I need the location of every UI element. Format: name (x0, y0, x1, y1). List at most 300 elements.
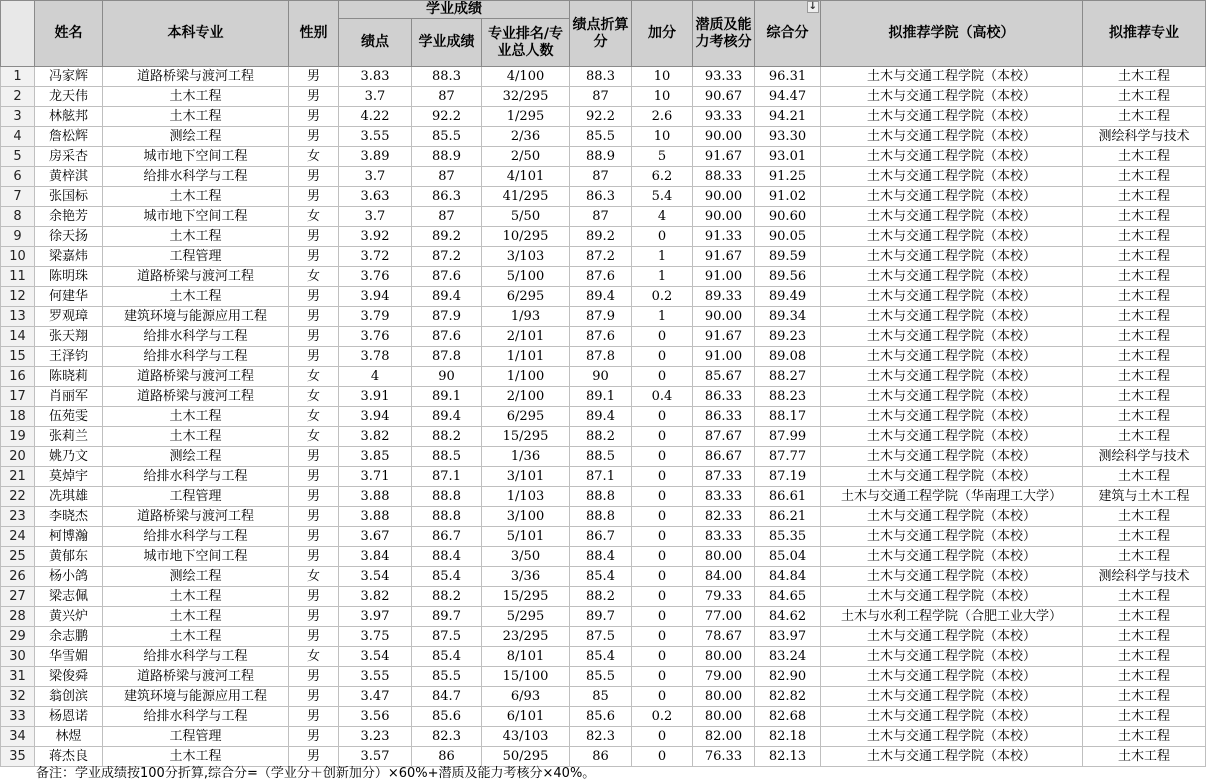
cell-gpa[interactable]: 3.76 (339, 327, 412, 347)
cell-rank[interactable]: 3/36 (482, 567, 570, 587)
cell-gpa[interactable]: 3.85 (339, 447, 412, 467)
cell-ability[interactable]: 83.33 (693, 487, 755, 507)
cell-total[interactable]: 87.19 (755, 467, 821, 487)
row-number[interactable]: 26 (1, 567, 35, 587)
cell-name[interactable]: 蒋杰良 (35, 747, 103, 767)
cell-gpa-score[interactable]: 87.9 (570, 307, 632, 327)
cell-gpa-score[interactable]: 85.6 (570, 707, 632, 727)
cell-score[interactable]: 87.6 (412, 327, 482, 347)
cell-school[interactable]: 土木与交通工程学院（本校） (821, 527, 1083, 547)
cell-gender[interactable]: 男 (289, 327, 339, 347)
cell-rec-major[interactable]: 土木工程 (1083, 387, 1206, 407)
cell-score[interactable]: 88.5 (412, 447, 482, 467)
cell-major[interactable]: 工程管理 (103, 247, 289, 267)
cell-name[interactable]: 房采杏 (35, 147, 103, 167)
cell-school[interactable]: 土木与交通工程学院（华南理工大学） (821, 487, 1083, 507)
cell-rec-major[interactable]: 测绘科学与技术 (1083, 127, 1206, 147)
row-number[interactable]: 4 (1, 127, 35, 147)
cell-gpa[interactable]: 3.54 (339, 567, 412, 587)
cell-rec-major[interactable]: 土木工程 (1083, 287, 1206, 307)
cell-rank[interactable]: 1/103 (482, 487, 570, 507)
cell-major[interactable]: 建筑环境与能源应用工程 (103, 687, 289, 707)
cell-school[interactable]: 土木与交通工程学院（本校） (821, 347, 1083, 367)
cell-ability[interactable]: 90.00 (693, 207, 755, 227)
cell-gender[interactable]: 女 (289, 387, 339, 407)
cell-rank[interactable]: 1/36 (482, 447, 570, 467)
cell-gender[interactable]: 女 (289, 367, 339, 387)
cell-gpa[interactable]: 3.55 (339, 667, 412, 687)
cell-gender[interactable]: 女 (289, 147, 339, 167)
cell-total[interactable]: 91.02 (755, 187, 821, 207)
cell-gender[interactable]: 男 (289, 487, 339, 507)
row-number[interactable]: 1 (1, 67, 35, 87)
cell-rec-major[interactable]: 土木工程 (1083, 607, 1206, 627)
cell-score[interactable]: 88.9 (412, 147, 482, 167)
cell-score[interactable]: 88.2 (412, 427, 482, 447)
cell-bonus[interactable]: 0 (632, 347, 693, 367)
cell-bonus[interactable]: 0.2 (632, 707, 693, 727)
cell-bonus[interactable]: 0 (632, 627, 693, 647)
cell-bonus[interactable]: 0 (632, 467, 693, 487)
cell-major[interactable]: 给排水科学与工程 (103, 467, 289, 487)
row-number[interactable]: 21 (1, 467, 35, 487)
cell-rec-major[interactable]: 土木工程 (1083, 147, 1206, 167)
cell-gpa-score[interactable]: 87.5 (570, 627, 632, 647)
cell-major[interactable]: 给排水科学与工程 (103, 347, 289, 367)
cell-rank[interactable]: 4/101 (482, 167, 570, 187)
cell-ability[interactable]: 91.67 (693, 147, 755, 167)
header-academic-group[interactable]: 学业成绩 (339, 1, 570, 19)
row-number[interactable]: 16 (1, 367, 35, 387)
cell-gender[interactable]: 女 (289, 647, 339, 667)
cell-gender[interactable]: 男 (289, 747, 339, 767)
cell-gpa[interactable]: 3.88 (339, 507, 412, 527)
cell-score[interactable]: 86 (412, 747, 482, 767)
header-gpa-score[interactable]: 绩点折算分 (570, 1, 632, 67)
cell-ability[interactable]: 86.67 (693, 447, 755, 467)
cell-rec-major[interactable]: 土木工程 (1083, 507, 1206, 527)
cell-total[interactable]: 84.62 (755, 607, 821, 627)
cell-name[interactable]: 黄兴炉 (35, 607, 103, 627)
cell-name[interactable]: 翁创滨 (35, 687, 103, 707)
cell-score[interactable]: 88.3 (412, 67, 482, 87)
cell-rank[interactable]: 2/100 (482, 387, 570, 407)
cell-score[interactable]: 85.4 (412, 567, 482, 587)
row-number[interactable]: 13 (1, 307, 35, 327)
cell-major[interactable]: 城市地下空间工程 (103, 207, 289, 227)
cell-rec-major[interactable]: 测绘科学与技术 (1083, 447, 1206, 467)
cell-gpa[interactable]: 3.63 (339, 187, 412, 207)
cell-ability[interactable]: 89.33 (693, 287, 755, 307)
cell-major[interactable]: 道路桥梁与渡河工程 (103, 67, 289, 87)
cell-gender[interactable]: 男 (289, 227, 339, 247)
cell-rank[interactable]: 3/100 (482, 507, 570, 527)
cell-name[interactable]: 华雪媚 (35, 647, 103, 667)
cell-bonus[interactable]: 0 (632, 427, 693, 447)
cell-gpa[interactable]: 3.78 (339, 347, 412, 367)
cell-name[interactable]: 王泽钧 (35, 347, 103, 367)
cell-bonus[interactable]: 0 (632, 747, 693, 767)
cell-gender[interactable]: 男 (289, 67, 339, 87)
cell-score[interactable]: 87 (412, 87, 482, 107)
cell-rec-major[interactable]: 土木工程 (1083, 527, 1206, 547)
cell-gpa[interactable]: 3.88 (339, 487, 412, 507)
cell-school[interactable]: 土木与交通工程学院（本校） (821, 667, 1083, 687)
cell-rec-major[interactable]: 测绘科学与技术 (1083, 567, 1206, 587)
cell-gender[interactable]: 男 (289, 307, 339, 327)
row-number[interactable]: 35 (1, 747, 35, 767)
cell-ability[interactable]: 80.00 (693, 647, 755, 667)
cell-score[interactable]: 87.9 (412, 307, 482, 327)
cell-rec-major[interactable]: 土木工程 (1083, 167, 1206, 187)
cell-school[interactable]: 土木与交通工程学院（本校） (821, 307, 1083, 327)
cell-school[interactable]: 土木与交通工程学院（本校） (821, 447, 1083, 467)
cell-bonus[interactable]: 0 (632, 487, 693, 507)
cell-gpa[interactable]: 3.55 (339, 127, 412, 147)
cell-rank[interactable]: 2/101 (482, 327, 570, 347)
cell-major[interactable]: 给排水科学与工程 (103, 707, 289, 727)
cell-school[interactable]: 土木与交通工程学院（本校） (821, 287, 1083, 307)
cell-gender[interactable]: 男 (289, 467, 339, 487)
cell-ability[interactable]: 79.33 (693, 587, 755, 607)
cell-total[interactable]: 87.77 (755, 447, 821, 467)
cell-bonus[interactable]: 5 (632, 147, 693, 167)
header-rec-major[interactable]: 拟推荐专业 (1083, 1, 1206, 67)
header-ability[interactable]: 潜质及能力考核分 (693, 1, 755, 67)
header-name[interactable]: 姓名 (35, 1, 103, 67)
cell-score[interactable]: 88.8 (412, 487, 482, 507)
cell-total[interactable]: 89.56 (755, 267, 821, 287)
cell-gpa-score[interactable]: 89.2 (570, 227, 632, 247)
cell-major[interactable]: 土木工程 (103, 587, 289, 607)
cell-gender[interactable]: 男 (289, 167, 339, 187)
cell-gpa-score[interactable]: 89.1 (570, 387, 632, 407)
cell-total[interactable]: 90.60 (755, 207, 821, 227)
cell-gpa-score[interactable]: 86.3 (570, 187, 632, 207)
cell-name[interactable]: 梁嘉炜 (35, 247, 103, 267)
cell-bonus[interactable]: 0 (632, 527, 693, 547)
cell-rank[interactable]: 43/103 (482, 727, 570, 747)
cell-score[interactable]: 88.2 (412, 587, 482, 607)
cell-gpa-score[interactable]: 82.3 (570, 727, 632, 747)
cell-gpa[interactable]: 3.54 (339, 647, 412, 667)
cell-bonus[interactable]: 0.4 (632, 387, 693, 407)
cell-ability[interactable]: 82.33 (693, 507, 755, 527)
cell-gpa[interactable]: 3.94 (339, 407, 412, 427)
cell-name[interactable]: 詹松辉 (35, 127, 103, 147)
cell-name[interactable]: 莫焯宇 (35, 467, 103, 487)
cell-gpa[interactable]: 3.57 (339, 747, 412, 767)
cell-gender[interactable]: 男 (289, 527, 339, 547)
cell-gpa-score[interactable]: 85.4 (570, 567, 632, 587)
cell-gpa-score[interactable]: 89.7 (570, 607, 632, 627)
cell-gpa-score[interactable]: 87.8 (570, 347, 632, 367)
cell-rec-major[interactable]: 土木工程 (1083, 347, 1206, 367)
cell-ability[interactable]: 78.67 (693, 627, 755, 647)
corner-cell[interactable] (1, 1, 35, 67)
cell-bonus[interactable]: 0 (632, 567, 693, 587)
cell-gpa-score[interactable]: 87 (570, 167, 632, 187)
row-number[interactable]: 29 (1, 627, 35, 647)
cell-rank[interactable]: 6/101 (482, 707, 570, 727)
cell-total[interactable]: 93.30 (755, 127, 821, 147)
row-number[interactable]: 25 (1, 547, 35, 567)
cell-gpa-score[interactable]: 92.2 (570, 107, 632, 127)
cell-bonus[interactable]: 0 (632, 587, 693, 607)
cell-major[interactable]: 工程管理 (103, 487, 289, 507)
cell-ability[interactable]: 80.00 (693, 707, 755, 727)
cell-score[interactable]: 89.4 (412, 287, 482, 307)
cell-school[interactable]: 土木与交通工程学院（本校） (821, 87, 1083, 107)
cell-score[interactable]: 87.1 (412, 467, 482, 487)
cell-score[interactable]: 89.7 (412, 607, 482, 627)
cell-major[interactable]: 道路桥梁与渡河工程 (103, 387, 289, 407)
cell-rank[interactable]: 1/93 (482, 307, 570, 327)
cell-gpa[interactable]: 3.7 (339, 207, 412, 227)
cell-ability[interactable]: 79.00 (693, 667, 755, 687)
cell-school[interactable]: 土木与交通工程学院（本校） (821, 407, 1083, 427)
cell-bonus[interactable]: 0 (632, 367, 693, 387)
cell-gender[interactable]: 男 (289, 287, 339, 307)
cell-total[interactable]: 89.34 (755, 307, 821, 327)
cell-rank[interactable]: 5/50 (482, 207, 570, 227)
header-score[interactable]: 学业成绩 (412, 19, 482, 67)
row-number[interactable]: 31 (1, 667, 35, 687)
cell-total[interactable]: 89.59 (755, 247, 821, 267)
cell-name[interactable]: 张国标 (35, 187, 103, 207)
cell-total[interactable]: 94.47 (755, 87, 821, 107)
cell-total[interactable]: 87.99 (755, 427, 821, 447)
cell-rank[interactable]: 6/93 (482, 687, 570, 707)
cell-bonus[interactable]: 0 (632, 687, 693, 707)
cell-score[interactable]: 92.2 (412, 107, 482, 127)
cell-score[interactable]: 85.6 (412, 707, 482, 727)
cell-score[interactable]: 90 (412, 367, 482, 387)
row-number[interactable]: 8 (1, 207, 35, 227)
cell-major[interactable]: 城市地下空间工程 (103, 547, 289, 567)
cell-major[interactable]: 道路桥梁与渡河工程 (103, 267, 289, 287)
cell-name[interactable]: 张莉兰 (35, 427, 103, 447)
cell-name[interactable]: 柯博瀚 (35, 527, 103, 547)
cell-name[interactable]: 陈明珠 (35, 267, 103, 287)
cell-rec-major[interactable]: 土木工程 (1083, 187, 1206, 207)
cell-name[interactable]: 姚乃文 (35, 447, 103, 467)
cell-gpa-score[interactable]: 87 (570, 87, 632, 107)
cell-total[interactable]: 86.21 (755, 507, 821, 527)
cell-rank[interactable]: 23/295 (482, 627, 570, 647)
cell-gpa[interactable]: 3.83 (339, 67, 412, 87)
cell-gender[interactable]: 男 (289, 247, 339, 267)
cell-major[interactable]: 土木工程 (103, 747, 289, 767)
cell-gpa-score[interactable]: 88.8 (570, 487, 632, 507)
cell-school[interactable]: 土木与交通工程学院（本校） (821, 127, 1083, 147)
cell-gpa-score[interactable]: 88.2 (570, 587, 632, 607)
cell-gpa[interactable]: 3.72 (339, 247, 412, 267)
cell-bonus[interactable]: 0 (632, 507, 693, 527)
cell-ability[interactable]: 76.33 (693, 747, 755, 767)
cell-rec-major[interactable]: 土木工程 (1083, 747, 1206, 767)
cell-score[interactable]: 85.5 (412, 667, 482, 687)
row-number[interactable]: 27 (1, 587, 35, 607)
row-number[interactable]: 22 (1, 487, 35, 507)
cell-gpa[interactable]: 3.82 (339, 427, 412, 447)
cell-ability[interactable]: 90.00 (693, 127, 755, 147)
sort-filter-icon[interactable]: ↓ (808, 1, 817, 12)
cell-rank[interactable]: 5/295 (482, 607, 570, 627)
cell-score[interactable]: 88.8 (412, 507, 482, 527)
row-number[interactable]: 3 (1, 107, 35, 127)
cell-gender[interactable]: 女 (289, 567, 339, 587)
cell-major[interactable]: 给排水科学与工程 (103, 527, 289, 547)
cell-gpa-score[interactable]: 88.2 (570, 427, 632, 447)
cell-rank[interactable]: 5/101 (482, 527, 570, 547)
cell-school[interactable]: 土木与交通工程学院（本校） (821, 567, 1083, 587)
cell-school[interactable]: 土木与交通工程学院（本校） (821, 387, 1083, 407)
cell-name[interactable]: 黄郁东 (35, 547, 103, 567)
row-number[interactable]: 20 (1, 447, 35, 467)
cell-gpa[interactable]: 3.23 (339, 727, 412, 747)
cell-gpa-score[interactable]: 86.7 (570, 527, 632, 547)
cell-gender[interactable]: 男 (289, 107, 339, 127)
cell-rec-major[interactable]: 土木工程 (1083, 667, 1206, 687)
cell-rec-major[interactable]: 土木工程 (1083, 467, 1206, 487)
cell-major[interactable]: 土木工程 (103, 607, 289, 627)
cell-bonus[interactable]: 0 (632, 447, 693, 467)
cell-score[interactable]: 85.4 (412, 647, 482, 667)
cell-major[interactable]: 给排水科学与工程 (103, 327, 289, 347)
cell-gpa[interactable]: 3.84 (339, 547, 412, 567)
cell-name[interactable]: 梁俊舜 (35, 667, 103, 687)
cell-name[interactable]: 冯家辉 (35, 67, 103, 87)
row-number[interactable]: 5 (1, 147, 35, 167)
cell-major[interactable]: 测绘工程 (103, 127, 289, 147)
cell-rank[interactable]: 2/50 (482, 147, 570, 167)
cell-total[interactable]: 84.84 (755, 567, 821, 587)
cell-gender[interactable]: 男 (289, 667, 339, 687)
row-number[interactable]: 23 (1, 507, 35, 527)
cell-bonus[interactable]: 4 (632, 207, 693, 227)
cell-major[interactable]: 工程管理 (103, 727, 289, 747)
cell-gpa[interactable]: 3.76 (339, 267, 412, 287)
cell-gender[interactable]: 男 (289, 347, 339, 367)
cell-score[interactable]: 87.8 (412, 347, 482, 367)
cell-ability[interactable]: 84.00 (693, 567, 755, 587)
cell-bonus[interactable]: 0 (632, 727, 693, 747)
cell-name[interactable]: 徐天扬 (35, 227, 103, 247)
cell-name[interactable]: 张天翔 (35, 327, 103, 347)
cell-gpa[interactable]: 3.7 (339, 87, 412, 107)
cell-gender[interactable]: 女 (289, 207, 339, 227)
cell-ability[interactable]: 90.00 (693, 187, 755, 207)
cell-major[interactable]: 土木工程 (103, 87, 289, 107)
cell-ability[interactable]: 86.33 (693, 387, 755, 407)
cell-gpa[interactable]: 4.22 (339, 107, 412, 127)
cell-gpa-score[interactable]: 87.6 (570, 327, 632, 347)
cell-total[interactable]: 82.68 (755, 707, 821, 727)
cell-score[interactable]: 89.1 (412, 387, 482, 407)
cell-gpa[interactable]: 3.89 (339, 147, 412, 167)
row-number[interactable]: 28 (1, 607, 35, 627)
cell-rank[interactable]: 10/295 (482, 227, 570, 247)
cell-rank[interactable]: 15/295 (482, 427, 570, 447)
cell-bonus[interactable]: 6.2 (632, 167, 693, 187)
cell-school[interactable]: 土木与交通工程学院（本校） (821, 167, 1083, 187)
cell-score[interactable]: 86.3 (412, 187, 482, 207)
cell-rank[interactable]: 32/295 (482, 87, 570, 107)
cell-gpa-score[interactable]: 87.1 (570, 467, 632, 487)
cell-score[interactable]: 87.6 (412, 267, 482, 287)
cell-ability[interactable]: 93.33 (693, 67, 755, 87)
cell-major[interactable]: 土木工程 (103, 187, 289, 207)
cell-rec-major[interactable]: 土木工程 (1083, 267, 1206, 287)
cell-gender[interactable]: 女 (289, 427, 339, 447)
header-school[interactable]: 拟推荐学院（高校） (821, 1, 1083, 67)
cell-gpa-score[interactable]: 89.4 (570, 407, 632, 427)
row-number[interactable]: 18 (1, 407, 35, 427)
cell-total[interactable]: 85.04 (755, 547, 821, 567)
cell-score[interactable]: 86.7 (412, 527, 482, 547)
cell-name[interactable]: 余志鹏 (35, 627, 103, 647)
cell-gender[interactable]: 男 (289, 507, 339, 527)
cell-school[interactable]: 土木与交通工程学院（本校） (821, 267, 1083, 287)
cell-school[interactable]: 土木与交通工程学院（本校） (821, 147, 1083, 167)
cell-school[interactable]: 土木与交通工程学院（本校） (821, 627, 1083, 647)
cell-ability[interactable]: 83.33 (693, 527, 755, 547)
cell-school[interactable]: 土木与交通工程学院（本校） (821, 247, 1083, 267)
cell-gpa-score[interactable]: 88.3 (570, 67, 632, 87)
cell-bonus[interactable]: 0 (632, 647, 693, 667)
cell-ability[interactable]: 80.00 (693, 547, 755, 567)
cell-bonus[interactable]: 0 (632, 227, 693, 247)
header-total[interactable] (755, 1, 821, 67)
cell-ability[interactable]: 87.67 (693, 427, 755, 447)
cell-major[interactable]: 土木工程 (103, 227, 289, 247)
cell-rank[interactable]: 4/100 (482, 67, 570, 87)
cell-ability[interactable]: 85.67 (693, 367, 755, 387)
cell-school[interactable]: 土木与交通工程学院（本校） (821, 67, 1083, 87)
cell-rank[interactable]: 5/100 (482, 267, 570, 287)
cell-rec-major[interactable]: 建筑与土木工程 (1083, 487, 1206, 507)
cell-gpa-score[interactable]: 85.5 (570, 667, 632, 687)
cell-school[interactable]: 土木与交通工程学院（本校） (821, 587, 1083, 607)
cell-total[interactable]: 82.82 (755, 687, 821, 707)
cell-rank[interactable]: 41/295 (482, 187, 570, 207)
cell-total[interactable]: 82.18 (755, 727, 821, 747)
row-number[interactable]: 33 (1, 707, 35, 727)
cell-rec-major[interactable]: 土木工程 (1083, 67, 1206, 87)
row-number[interactable]: 30 (1, 647, 35, 667)
cell-gpa-score[interactable]: 88.9 (570, 147, 632, 167)
cell-gpa[interactable]: 3.71 (339, 467, 412, 487)
cell-school[interactable]: 土木与交通工程学院（本校） (821, 707, 1083, 727)
row-number[interactable]: 7 (1, 187, 35, 207)
cell-school[interactable]: 土木与水利工程学院（合肥工业大学） (821, 607, 1083, 627)
cell-rec-major[interactable]: 土木工程 (1083, 407, 1206, 427)
cell-name[interactable]: 杨恩诺 (35, 707, 103, 727)
cell-major[interactable]: 给排水科学与工程 (103, 647, 289, 667)
cell-gpa[interactable]: 3.7 (339, 167, 412, 187)
cell-rank[interactable]: 8/101 (482, 647, 570, 667)
cell-score[interactable]: 87 (412, 167, 482, 187)
cell-school[interactable]: 土木与交通工程学院（本校） (821, 187, 1083, 207)
cell-gender[interactable]: 男 (289, 607, 339, 627)
cell-bonus[interactable]: 5.4 (632, 187, 693, 207)
cell-major[interactable]: 测绘工程 (103, 447, 289, 467)
cell-rec-major[interactable]: 土木工程 (1083, 707, 1206, 727)
cell-gpa-score[interactable]: 90 (570, 367, 632, 387)
cell-rec-major[interactable]: 土木工程 (1083, 627, 1206, 647)
cell-gpa[interactable]: 4 (339, 367, 412, 387)
